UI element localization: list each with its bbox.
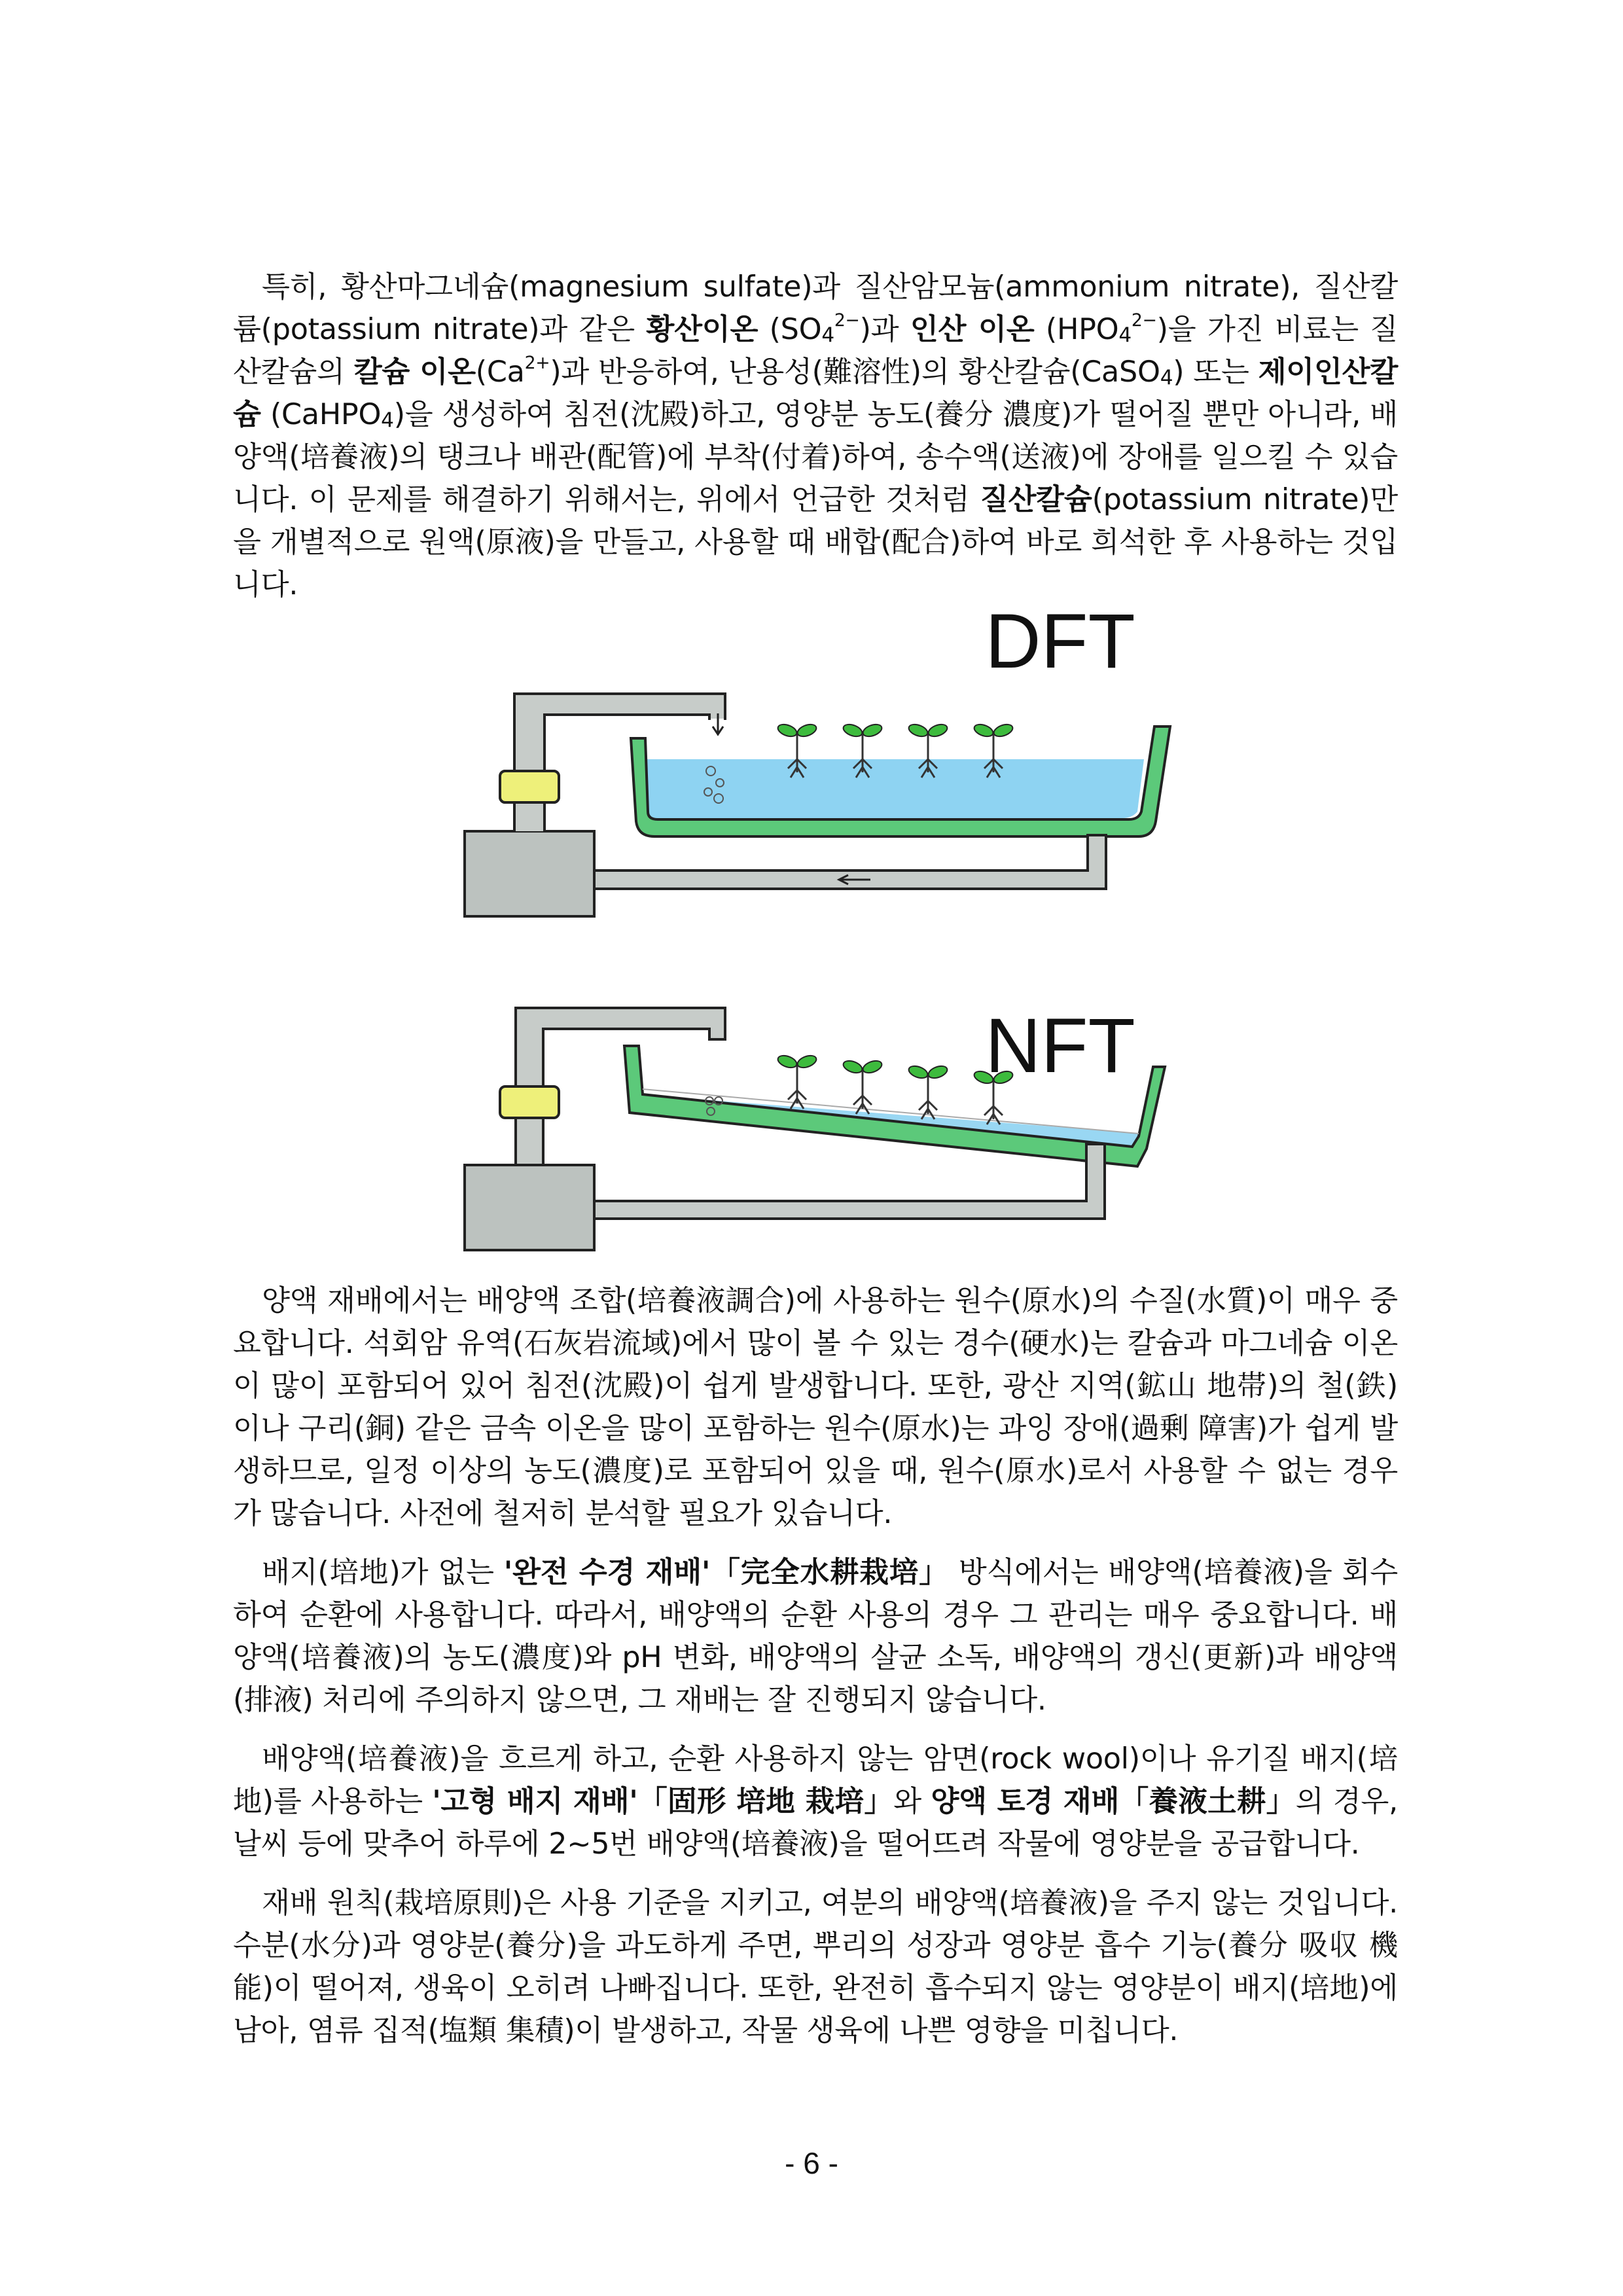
nutrient-tank	[465, 1165, 594, 1250]
paragraph-cultivation-principle: 재배 원칙(栽培原則)은 사용 기준을 지키고, 여분의 배양액(培養液)을 주지 않는 것입니다. 수분(水分)과 영양분(養分)을 과도하게 주면, 뿌리의 성장과 영양분 흡수 기능(養分 吸収 機能)이 떨어져, 생육이 오히려 나빠집니다. 또한, 완전히 흡수되지 않는 영양분이 배지(培地)에 남아, 염류 집적(塩類 集積)이 발생하고, 작물 생육에 나쁜 영향을 미칩니다.	[233, 1886, 1398, 2047]
seedling-icon	[907, 1064, 949, 1119]
page-number: - 6 -	[785, 2146, 838, 2180]
dft-diagram	[458, 596, 1230, 923]
nft-label: NFT	[985, 1003, 1135, 1089]
nutrient-tank	[465, 831, 594, 916]
paragraph-raw-water-quality: 양액 재배에서는 배양액 조합(培養液調合)에 사용하는 원수(原水)의 수질(水質)이 매우 중요합니다. 석회암 유역(石灰岩流域)에서 많이 볼 수 있는 경수(硬水)는 칼슘과 마그네슘 이온이 많이 포함되어 있어 침전(沈殿)이 쉽게 발생합니다. 또한, 광산 지역(鉱山 地帯)의 철(鉄)이나 구리(銅) 같은 금속 이온을 많이 포함하는 원수(原水)는 과잉 장애(過剰 障害)가 쉽게 발생하므로, 일정 이상의 농도(濃度)로 포함되어 있을 때, 원수(原水)로서 사용할 수 없는 경우가 많습니다. 사전에 철저히 분석할 필요가 있습니다.	[233, 1284, 1398, 1530]
term-calcium-nitrate: 질산칼슘	[980, 483, 1092, 516]
dft-label: DFT	[985, 598, 1135, 685]
return-pipe	[594, 835, 1106, 889]
seedling-icon	[776, 1053, 818, 1109]
seedling-icon	[842, 1058, 883, 1114]
term-fertigation-soil: 양액 토경 재배「養液土耕」	[931, 1785, 1296, 1818]
paragraph-fertilizer-precipitation: 특히, 황산마그네슘(magnesium sulfate)과 질산암모늄(ammonium nitrate), 질산칼륨(potassium nitrate)과 같은 황산이온 $(SO_4^{2-})$과 인산 이온 $(HPO_4^{2-})$을 가진 비료는 질산칼슘의 칼슘 이온$(Ca^{2+})$과 반응하여, 난용성(難溶性)의 황산칼슘(CaSO$_4$) 또는 제이인산칼슘 (CaHPO$_4$)을 생성하여 침전(沈殿)하고, 영양분 농도(養分 濃度)가 떨어질 뿐만 아니라, 배양액(培養液)의 탱크나 배관(配管)에 부착(付着)하여, 송수액(送液)에 장애를 일으킬 수 있습니다. 이 문제를 해결하기 위해서는, 위에서 언급한 것처럼 질산칼슘(potassium nitrate)만을 개별적으로 원액(原液)을 만들고, 사용할 때 배합(配合)하여 바로 희석한 후 사용하는 것입니다.	[233, 270, 1399, 601]
term-dicalcium-phosphate: 제이인산칼슘	[233, 355, 1399, 431]
term-full-hydroponics: '완전 수경 재배'「完全水耕栽培」	[503, 1556, 949, 1589]
paragraph-full-hydroponics: 배지(培地)가 없는 '완전 수경 재배'「完全水耕栽培」 방식에서는 배양액(培養液)을 회수하여 순환에 사용합니다. 따라서, 배양액의 순환 사용의 경우 그 관리는 매우 중요합니다. 배양액(培養液)의 농도(濃度)와 pH 변화, 배양액의 살균 소독, 배양액의 갱신(更新)과 배양액(排液) 처리에 주의하지 않으면, 그 재배는 잘 진행되지 않습니다.	[233, 1556, 1398, 1717]
paragraph-solid-medium: 배양액(培養液)을 흐르게 하고, 순환 사용하지 않는 암면(rock wool)이나 유기질 배지(培地)를 사용하는 '고형 배지 재배'「固形 培地 栽培」와 양액 토경 재배「養液土耕」의 경우, 날씨 등에 맞추어 하루에 2~5번 배양액(培養液)을 떨어뜨려 작물에 영양분을 공급합니다.	[233, 1742, 1398, 1861]
term-sulfate-ion: 황산이온	[646, 313, 758, 346]
water	[643, 759, 1144, 818]
nft-diagram	[458, 982, 1230, 1257]
term-solid-medium-culture: '고형 배지 재배'「固形 培地 栽培」	[432, 1785, 894, 1818]
pump	[500, 1086, 559, 1118]
term-calcium-ion: 칼슘 이온	[353, 355, 476, 389]
term-phosphate-ion: 인산 이온	[910, 313, 1035, 346]
